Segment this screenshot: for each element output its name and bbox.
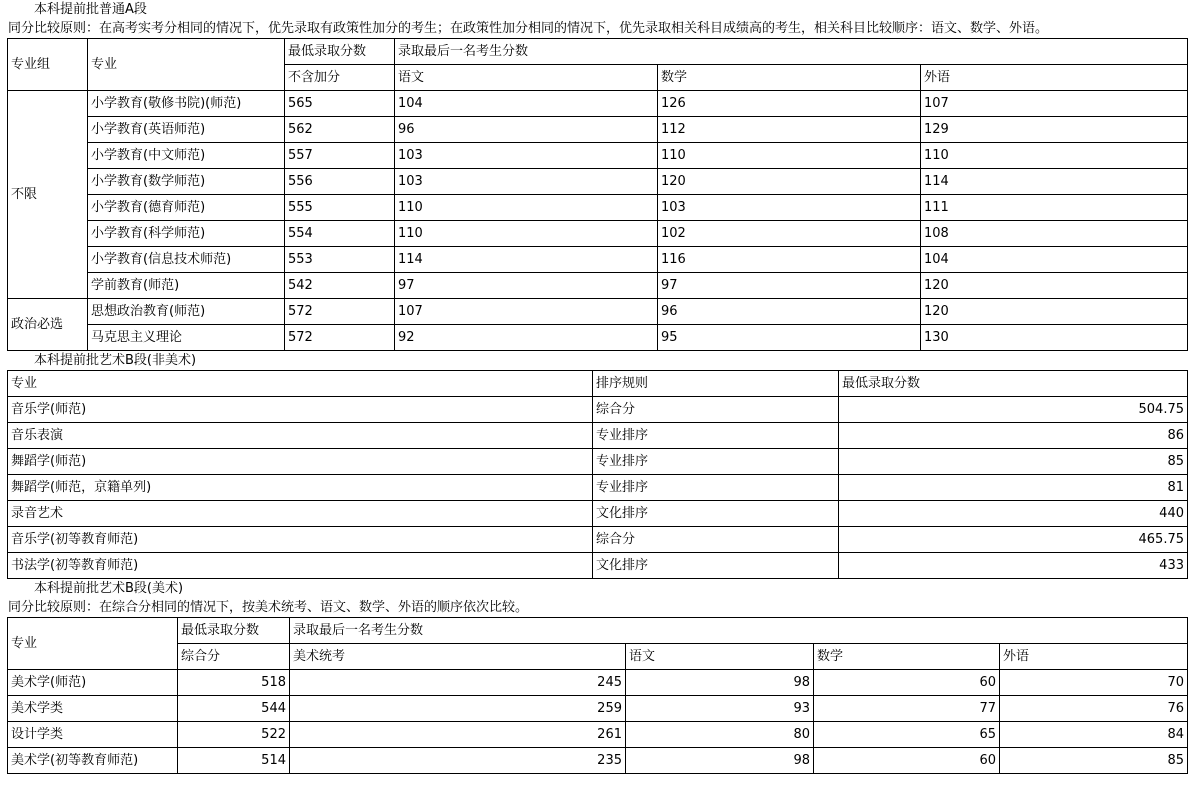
chinese-cell: 98	[626, 670, 814, 696]
table-row	[8, 397, 1188, 423]
major-cell: 小学教育(信息技术师范)	[88, 247, 285, 273]
header-art: 美术统考	[290, 644, 626, 670]
major-cell: 美术学(初等教育师范)	[8, 748, 178, 774]
header-math: 数学	[814, 644, 1000, 670]
table-row	[8, 195, 1188, 221]
header-chinese: 语文	[626, 644, 814, 670]
major-cell: 小学教育(英语师范)	[88, 117, 285, 143]
header-min-score: 最低录取分数	[839, 371, 1188, 397]
major-cell: 舞蹈学(师范，京籍单列)	[8, 475, 593, 501]
math-cell: 102	[658, 221, 921, 247]
table-row	[8, 169, 1188, 195]
header-major: 专业	[8, 618, 178, 670]
math-cell: 116	[658, 247, 921, 273]
math-cell: 110	[658, 143, 921, 169]
major-cell: 音乐学(师范)	[8, 397, 593, 423]
table-row	[8, 117, 1188, 143]
header-composite: 综合分	[178, 644, 290, 670]
score-cell: 433	[839, 553, 1188, 579]
section-a-title: 本科提前批普通A段	[34, 2, 147, 17]
table-row	[8, 221, 1188, 247]
group-cell: 政治必选	[8, 299, 88, 351]
rule-cell: 综合分	[593, 527, 839, 553]
score-cell: 465.75	[839, 527, 1188, 553]
score-cell: 81	[839, 475, 1188, 501]
section-c-table	[7, 617, 1188, 774]
chinese-cell: 103	[395, 169, 658, 195]
chinese-cell: 80	[626, 722, 814, 748]
table-row	[8, 475, 1188, 501]
table-row	[8, 325, 1188, 351]
chinese-cell: 103	[395, 143, 658, 169]
section-a-rule: 同分比较原则：在高考实考分相同的情况下，优先录取有政策性加分的考生；在政策性加分相同的情况下，优先录取相关科目成绩高的考生，相关科目比较顺序：语文、数学、外语。	[8, 21, 1049, 36]
table-row	[8, 748, 1188, 774]
score-cell: 572	[285, 325, 395, 351]
chinese-cell: 114	[395, 247, 658, 273]
math-cell: 126	[658, 91, 921, 117]
header-no-bonus: 不含加分	[285, 65, 395, 91]
score-cell: 553	[285, 247, 395, 273]
table-row	[8, 273, 1188, 299]
section-c-title: 本科提前批艺术B段(美术)	[34, 581, 184, 596]
major-cell: 舞蹈学(师范)	[8, 449, 593, 475]
foreign-cell: 120	[921, 273, 1188, 299]
section-a-table	[7, 38, 1188, 351]
art-cell: 259	[290, 696, 626, 722]
chinese-cell: 93	[626, 696, 814, 722]
major-cell: 小学教育(中文师范)	[88, 143, 285, 169]
score-cell: 554	[285, 221, 395, 247]
header-foreign: 外语	[921, 65, 1188, 91]
header-major: 专业	[8, 371, 593, 397]
foreign-cell: 114	[921, 169, 1188, 195]
rule-cell: 综合分	[593, 397, 839, 423]
table-row	[8, 247, 1188, 273]
table-row	[8, 722, 1188, 748]
section-b-table	[7, 370, 1188, 579]
major-cell: 小学教育(德育师范)	[88, 195, 285, 221]
major-cell: 小学教育(科学师范)	[88, 221, 285, 247]
art-cell: 261	[290, 722, 626, 748]
rule-cell: 专业排序	[593, 423, 839, 449]
composite-cell: 518	[178, 670, 290, 696]
foreign-cell: 129	[921, 117, 1188, 143]
score-cell: 86	[839, 423, 1188, 449]
table-row	[8, 299, 1188, 325]
chinese-cell: 104	[395, 91, 658, 117]
major-cell: 美术学类	[8, 696, 178, 722]
header-min-score: 最低录取分数	[285, 39, 395, 65]
score-cell: 556	[285, 169, 395, 195]
chinese-cell: 110	[395, 221, 658, 247]
art-cell: 245	[290, 670, 626, 696]
math-cell: 77	[814, 696, 1000, 722]
header-group: 专业组	[8, 39, 88, 91]
major-cell: 小学教育(敬修书院)(师范)	[88, 91, 285, 117]
header-foreign: 外语	[1000, 644, 1188, 670]
major-cell: 学前教育(师范)	[88, 273, 285, 299]
table-row	[8, 501, 1188, 527]
table-row	[8, 696, 1188, 722]
group-cell: 不限	[8, 91, 88, 299]
header-last-student: 录取最后一名考生分数	[290, 618, 1188, 644]
section-b-title: 本科提前批艺术B段(非美术)	[34, 353, 197, 368]
header-rule: 排序规则	[593, 371, 839, 397]
score-cell: 542	[285, 273, 395, 299]
major-cell: 录音艺术	[8, 501, 593, 527]
chinese-cell: 107	[395, 299, 658, 325]
math-cell: 60	[814, 748, 1000, 774]
header-math: 数学	[658, 65, 921, 91]
composite-cell: 522	[178, 722, 290, 748]
math-cell: 103	[658, 195, 921, 221]
major-cell: 马克思主义理论	[88, 325, 285, 351]
major-cell: 思想政治教育(师范)	[88, 299, 285, 325]
score-cell: 85	[839, 449, 1188, 475]
table-row	[8, 143, 1188, 169]
header-last-student: 录取最后一名考生分数	[395, 39, 1188, 65]
chinese-cell: 92	[395, 325, 658, 351]
chinese-cell: 97	[395, 273, 658, 299]
table-row	[8, 670, 1188, 696]
table-row	[8, 91, 1188, 117]
chinese-cell: 110	[395, 195, 658, 221]
header-chinese: 语文	[395, 65, 658, 91]
rule-cell: 文化排序	[593, 553, 839, 579]
foreign-cell: 107	[921, 91, 1188, 117]
foreign-cell: 120	[921, 299, 1188, 325]
table-row	[8, 449, 1188, 475]
foreign-cell: 76	[1000, 696, 1188, 722]
score-cell: 565	[285, 91, 395, 117]
foreign-cell: 84	[1000, 722, 1188, 748]
foreign-cell: 110	[921, 143, 1188, 169]
chinese-cell: 96	[395, 117, 658, 143]
score-cell: 557	[285, 143, 395, 169]
major-cell: 音乐表演	[8, 423, 593, 449]
major-cell: 小学教育(数学师范)	[88, 169, 285, 195]
math-cell: 95	[658, 325, 921, 351]
score-cell: 504.75	[839, 397, 1188, 423]
score-cell: 572	[285, 299, 395, 325]
table-row	[8, 423, 1188, 449]
rule-cell: 专业排序	[593, 475, 839, 501]
math-cell: 96	[658, 299, 921, 325]
rule-cell: 专业排序	[593, 449, 839, 475]
math-cell: 112	[658, 117, 921, 143]
foreign-cell: 108	[921, 221, 1188, 247]
major-cell: 设计学类	[8, 722, 178, 748]
math-cell: 65	[814, 722, 1000, 748]
foreign-cell: 104	[921, 247, 1188, 273]
major-cell: 音乐学(初等教育师范)	[8, 527, 593, 553]
major-cell: 书法学(初等教育师范)	[8, 553, 593, 579]
foreign-cell: 85	[1000, 748, 1188, 774]
math-cell: 60	[814, 670, 1000, 696]
score-cell: 562	[285, 117, 395, 143]
table-row	[8, 527, 1188, 553]
header-major: 专业	[88, 39, 285, 91]
art-cell: 235	[290, 748, 626, 774]
score-cell: 555	[285, 195, 395, 221]
section-c-rule: 同分比较原则：在综合分相同的情况下，按美术统考、语文、数学、外语的顺序依次比较。	[8, 600, 529, 615]
chinese-cell: 98	[626, 748, 814, 774]
foreign-cell: 130	[921, 325, 1188, 351]
table-row	[8, 553, 1188, 579]
composite-cell: 514	[178, 748, 290, 774]
score-cell: 440	[839, 501, 1188, 527]
foreign-cell: 111	[921, 195, 1188, 221]
major-cell: 美术学(师范)	[8, 670, 178, 696]
rule-cell: 文化排序	[593, 501, 839, 527]
math-cell: 120	[658, 169, 921, 195]
foreign-cell: 70	[1000, 670, 1188, 696]
math-cell: 97	[658, 273, 921, 299]
header-min-score: 最低录取分数	[178, 618, 290, 644]
composite-cell: 544	[178, 696, 290, 722]
